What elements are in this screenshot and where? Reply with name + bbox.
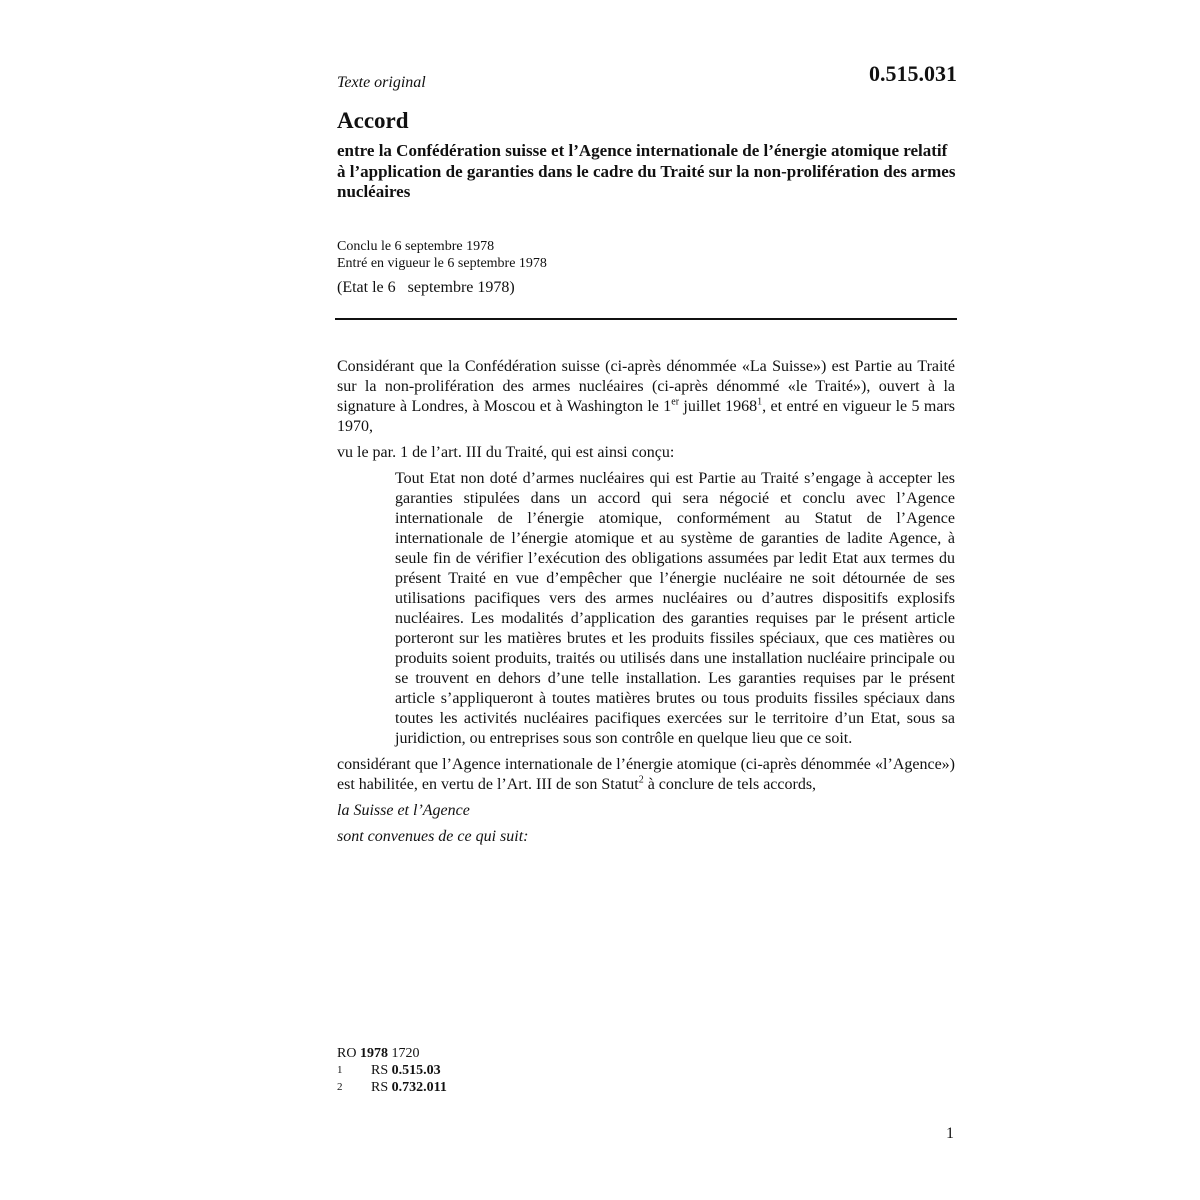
- document-body: [337, 357, 955, 847]
- texte-original-label: Texte original: [337, 74, 426, 91]
- footnote-ref-1[interactable]: 1: [757, 396, 763, 408]
- document-subtitle: entre la Confédération suisse et l’Agence internationale de l’énergie atomique relatif à l’application de garanties dans le cadre du Traité sur la non-prolifération des armes nucléaires: [337, 141, 956, 201]
- document-title: Accord: [337, 108, 409, 133]
- page-number: 1: [946, 1125, 954, 1142]
- preamble-paragraph-3: considérant que l’Agence internationale de l’énergie atomique (ci-après dénommée «l’Agence») est habilitée, en vertu de l’Art. III de son Statut$^2$ à conclure de tels accords,: [337, 756, 955, 793]
- superscript-er: er: [671, 396, 680, 408]
- rs-number: 0.515.031: [869, 61, 957, 86]
- conclu-date: Conclu le 6 septembre 1978: [337, 239, 495, 254]
- parties-line: la Suisse et l’Agence: [337, 802, 470, 819]
- footnotes: [337, 1045, 447, 1096]
- document-page: [337, 0, 957, 1200]
- footnote-1: 1 RS 0.515.03: [337, 1063, 441, 1078]
- preamble-paragraph-1: Considérant que la Confédération suisse (ci-après dénommée «La Suisse») est Partie au Traité sur la non-prolifération des armes nucléaires (ci-après dénommé «le Traité»), ouvert à la signature à Londres, à Moscou et à Washington le 1er juillet 1968$^1$, et entré en vigueur le 5 mars 1970,: [337, 358, 956, 435]
- entry-into-force-date: Entré en vigueur le 6 septembre 1978: [337, 256, 547, 271]
- preamble-paragraph-2: vu le par. 1 de l’art. III du Traité, qui est ainsi conçu:: [337, 444, 675, 461]
- quoted-article: Tout Etat non doté d’armes nucléaires qui est Partie au Traité s’engage à accepter les garanties stipulées dans un accord qui sera négocié et conclu avec l’Agence internationale de l’énergie atomique, conformément au Statut de l’Agence internationale de l’énergie atomique et au système de garanties de ladite Agence, à seule fin de vérifier l’exécution des obligations assumées par ledit Etat aux termes du présent Traité en vue d’empêcher que l’énergie nucléaire ne soit détournée de ses utilisations pacifiques vers des armes nucléaires ou d’autres dispositifs explosifs nucléaires. Les modalités d’application des garanties requises par le présent article porteront sur les matières brutes et les produits fissiles spéciaux, que ces matières ou produits soient produits, traités ou utilisés dans une installation nucléaire principale ou se trouvent en dehors d’une telle installation. Les garanties requises par le présent article s’appliqueront à toutes matières brutes ou tous produits fissiles spéciaux dans toutes les activités nucléaires pacifiques exercées sur le territoire d’un Etat, sous sa juridiction, ou entreprises sous son contrôle en quelque lieu que ce soit.: [395, 470, 955, 747]
- footnote-2: 2 RS 0.732.011: [337, 1080, 447, 1095]
- footnote-ref-2[interactable]: 2: [638, 774, 644, 786]
- etat-date: (Etat le 6 septembre 1978): [337, 279, 515, 296]
- ro-reference: RO 1978 1720: [337, 1046, 420, 1061]
- header-divider: [335, 318, 957, 320]
- agreement-line: sont convenues de ce qui suit:: [337, 828, 529, 845]
